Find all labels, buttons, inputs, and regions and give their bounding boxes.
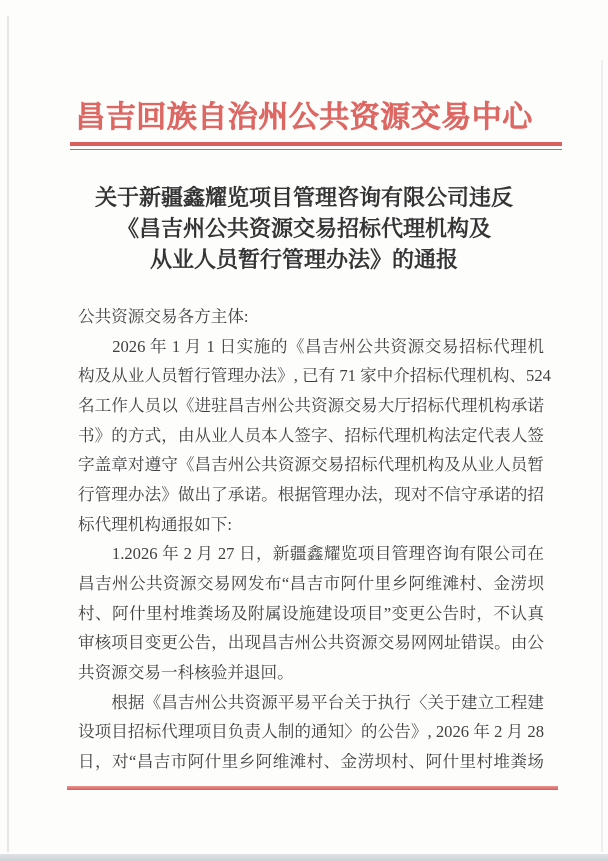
body-line: 名工作人员以《进驻昌吉州公共资源交易大厅招标代理机构承诺 [78,395,544,415]
body-line: 书》的方式，由从业人员本人签字、招标代理机构法定代表人签 [78,425,544,445]
scan-edge-left [7,16,9,852]
body-line: 字盖章对遵守《昌吉州公共资源交易招标代理机构及从业人员暂 [78,455,544,475]
body-line: 昌吉州公共资源交易网发布“昌吉市阿什里乡阿维滩村、金涝坝 [78,573,544,593]
body-line: 日，对“昌吉市阿什里乡阿维滩村、金涝坝村、阿什里村堆粪场 [78,751,544,771]
body-line: 公共资源交易各方主体: [78,307,249,326]
body-line: 审核项目变更公告，出现昌吉州公共资源交易网网址错误。由公 [78,633,544,653]
body-line: 构及从业人员暂行管理办法》, 已有 71 家中介招标代理机构、524 [78,366,551,386]
document-body [78,302,551,777]
document-title-line-3: 从业人员暂行管理办法》的通报 [149,247,458,272]
body-line: 共资源交易一科核验并退回。 [78,662,294,682]
body-line: 行管理办法》做出了承诺。根据管理办法，现对不信守承诺的招 [78,484,544,504]
document-title-line-2: 《昌吉州公共资源交易招标代理机构及 [116,216,491,241]
body-line: 村、阿什里村堆粪场及附属设施建设项目”变更公告时，不认真 [78,603,544,623]
body-line: 1.2026 年 2 月 27 日，新疆鑫耀览项目管理咨询有限公司在 [78,544,544,564]
scan-shadow-bottom [0,854,608,861]
footer-red-rule [67,786,558,790]
scan-edge-right [601,60,603,852]
letterhead-org-name: 昌吉回族自治州公共资源交易中心 [75,101,533,134]
body-line: 2026 年 1 月 1 日实施的《昌吉州公共资源交易招标代理机 [78,336,544,356]
body-line: 标代理机构通报如下: [78,514,232,534]
letterhead-rule-thin [70,149,562,151]
document-title-line-1: 关于新疆鑫耀览项目管理咨询有限公司违反 [94,185,513,210]
body-line: 设项目招标代理项目负责人制的通知〉的公告》, 2026 年 2 月 28 [78,722,544,742]
body-line: 根据《昌吉州公共资源平易平台关于执行〈关于建立工程建 [78,692,544,712]
document-title [0,182,608,275]
letterhead-rule-thick [70,142,562,146]
